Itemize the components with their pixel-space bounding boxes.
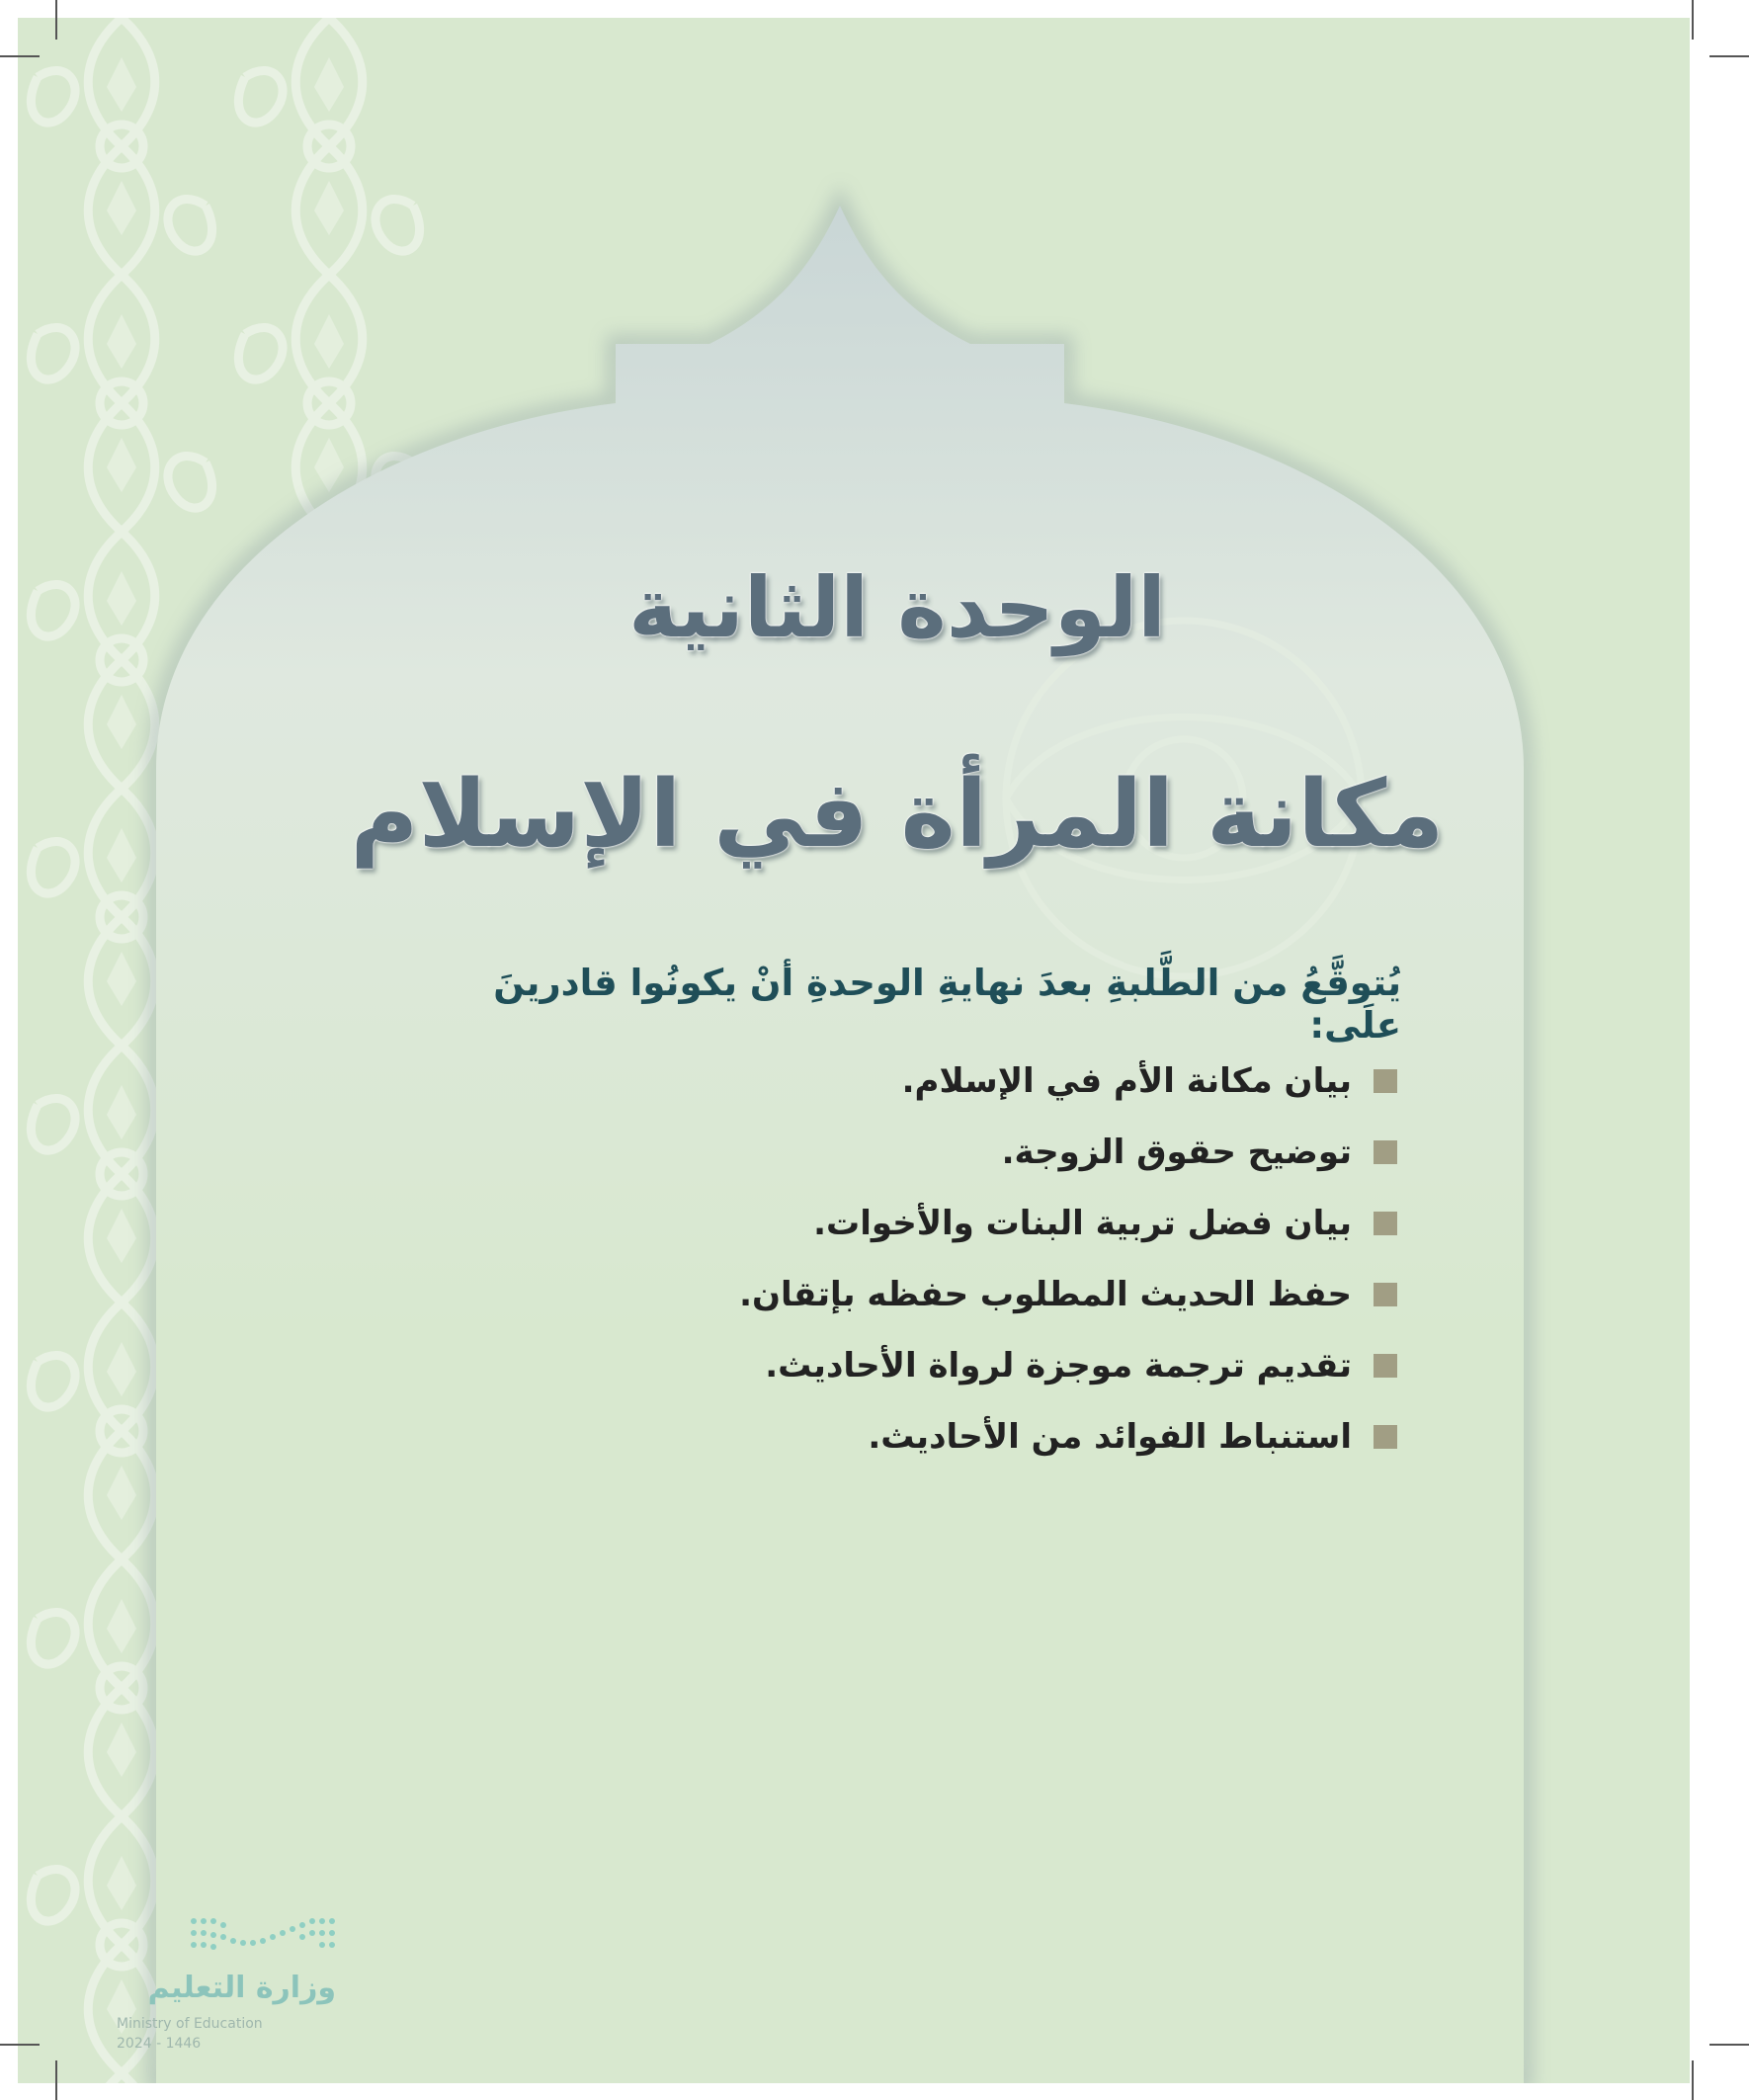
unit-title: الوحدة الثانية <box>628 559 1166 656</box>
logo-english-text: Ministry of Education <box>117 2016 263 2032</box>
objectives-list <box>393 1046 1397 1472</box>
list-item <box>393 1259 1397 1330</box>
list-item <box>393 1330 1397 1401</box>
ministry-logo <box>99 1913 336 2071</box>
square-bullet-icon <box>1374 1212 1397 1235</box>
crop-mark <box>1692 2060 1694 2100</box>
crop-mark <box>1709 55 1749 57</box>
objective-text: استنباط الفوائد من الأحاديث. <box>868 1417 1352 1457</box>
objectives-intro: يُتوقَّعُ من الطَّلبةِ بعدَ نهايةِ الوحدةِ أنْ يكونُوا قادرينَ علَى: <box>493 962 1401 1047</box>
square-bullet-icon <box>1374 1069 1397 1093</box>
square-bullet-icon <box>1374 1354 1397 1378</box>
dots-logo-icon <box>188 1913 336 1961</box>
objective-text: تقديم ترجمة موجزة لرواة الأحاديث. <box>765 1346 1352 1386</box>
logo-year: 2024 - 1446 <box>117 2036 202 2052</box>
crop-mark <box>1692 0 1694 40</box>
objective-text: توضيح حقوق الزوجة. <box>1001 1133 1352 1172</box>
crop-mark <box>1709 2044 1749 2046</box>
square-bullet-icon <box>1374 1425 1397 1449</box>
objective-text: بيان مكانة الأم في الإسلام. <box>901 1061 1352 1101</box>
crop-mark <box>0 55 40 57</box>
page-title: مكانة المرأة في الإسلام <box>350 761 1445 869</box>
objective-text: بيان فضل تربية البنات والأخوات. <box>813 1204 1352 1243</box>
crop-mark <box>55 2060 57 2100</box>
list-item <box>393 1401 1397 1472</box>
square-bullet-icon <box>1374 1283 1397 1306</box>
list-item <box>393 1188 1397 1259</box>
logo-arabic-text: وزارة التعليم <box>147 1971 336 2005</box>
book-page <box>18 18 1690 2083</box>
objective-text: حفظ الحديث المطلوب حفظه بإتقان. <box>739 1275 1352 1314</box>
list-item <box>393 1117 1397 1188</box>
list-item <box>393 1046 1397 1117</box>
crop-mark <box>55 0 57 40</box>
square-bullet-icon <box>1374 1140 1397 1164</box>
crop-mark <box>0 2044 40 2046</box>
